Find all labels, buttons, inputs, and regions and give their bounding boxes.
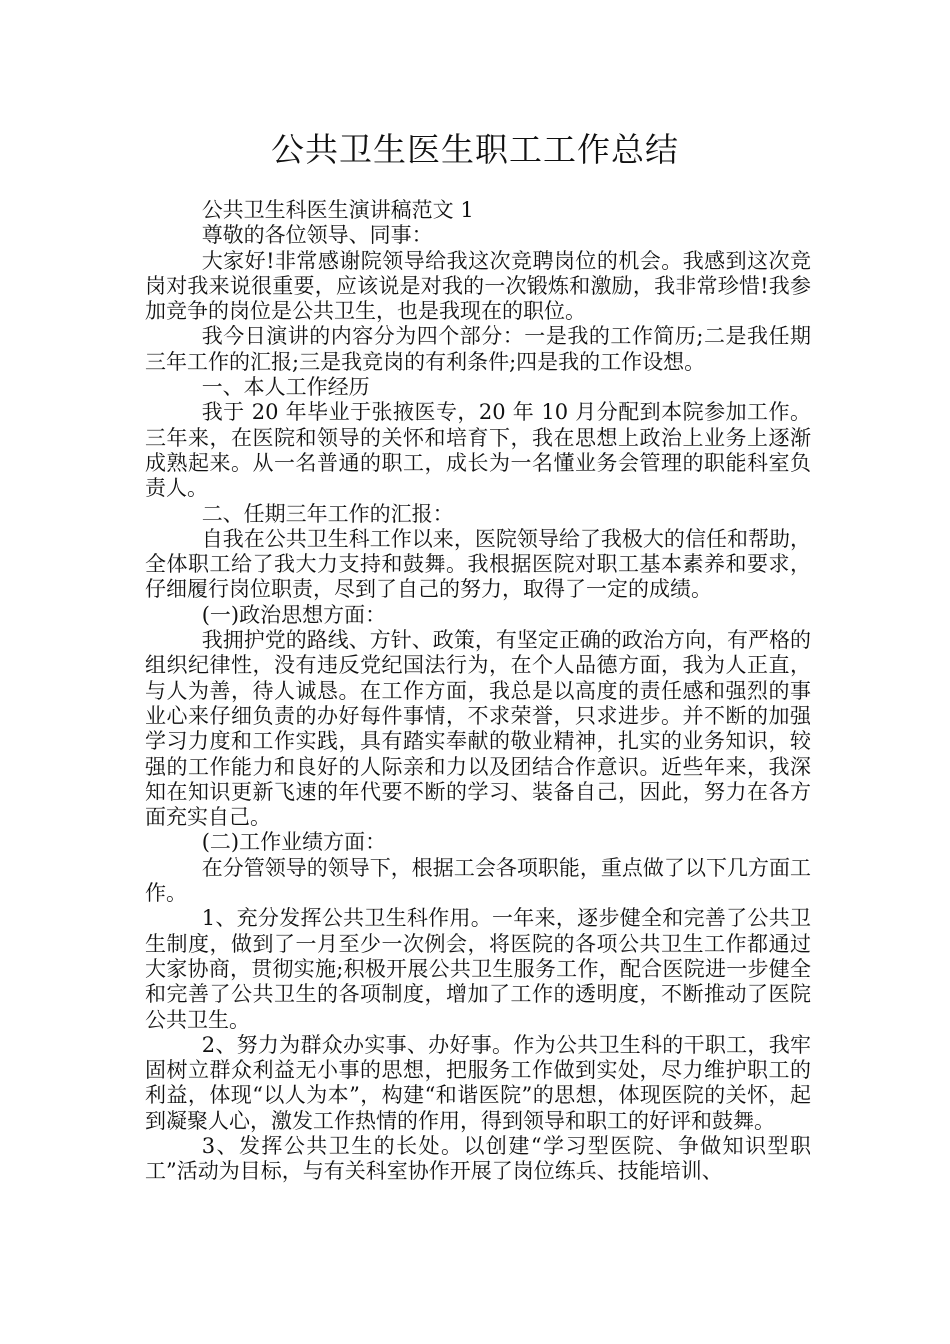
paragraph-outline: 我今日演讲的内容分为四个部分：一是我的工作简历;二是我任期三年工作的汇报;三是我竞岗的有利条件;四是我的工作设想。 (145, 324, 811, 374)
paragraph-political: 我拥护党的路线、方针、政策，有坚定正确的政治方向，有严格的组织纪律性，没有违反党纪国法行为，在个人品德方面，我为人正直，与人为善，待人诚恳。在工作方面，我总是以高度的责任感和强烈的事业心来仔细负责的办好每件事情，不求荣誉，只求进步。并不断的加强学习力度和工作实践，具有踏实奉献的敬业精神，扎实的业务知识，较强的工作能力和良好的人际亲和力以及团结合作意识。近些年来，我深知在知识更新飞速的年代要不断的学习、装备自己，因此，努力在各方面充实自己。 (145, 628, 811, 830)
section-heading-work-experience: 一、本人工作经历 (201, 375, 370, 400)
paragraph-report: 自我在公共卫生科工作以来，医院领导给了我极大的信任和帮助，全体职工给了我大力支持和鼓舞。我根据医院对职工基本素养和要求，仔细履行岗位职责，尽到了自己的努力，取得了一定的成绩。 (145, 526, 811, 602)
paragraph-item-2: 2、努力为群众办实事、办好事。作为公共卫生科的干职工，我牢固树立群众利益无小事的思想，把服务工作做到实处，尽力维护职工的利益，体现“以人为本”，构建“和谐医院”的思想，体现医院的关怀，起到凝聚人心，激发工作热情的作用，得到领导和职工的好评和鼓舞。 (145, 1032, 811, 1133)
document-title: 公共卫生医生职工工作总结 (271, 130, 679, 169)
paragraph-opening: 大家好!非常感谢院领导给我这次竞聘岗位的机会。我感到这次竞岗对我来说很重要，应该说是对我的一次锻炼和激励，我非常珍惜!我参加竞争的岗位是公共卫生，也是我现在的职位。 (145, 248, 811, 324)
paragraph-heading-sample: 公共卫生科医生演讲稿范文 1 (201, 198, 474, 222)
document-body (145, 198, 811, 1185)
paragraph-work-experience: 我于 20 年毕业于张掖医专，20 年 10 月分配到本院参加工作。三年来，在医院和领导的关怀和培育下，我在思想上政治上业务上逐渐成熟起来。从一名普通的职工，成长为一名懂业务会管理的职能科室负责人。 (145, 400, 811, 501)
paragraph-item-3: 3、发挥公共卫生的长处。以创建“学习型医院、争做知识型职工”活动为目标，与有关科室协作开展了岗位练兵、技能培训、 (145, 1133, 811, 1184)
paragraph-performance-intro: 在分管领导的领导下，根据工会各项职能，重点做了以下几方面工作。 (145, 855, 811, 906)
paragraph-salutation: 尊敬的各位领导、同事： (201, 223, 433, 248)
paragraph-item-1: 1、充分发挥公共卫生科作用。一年来，逐步健全和完善了公共卫生制度，做到了一月至少一次例会，将医院的各项公共卫生工作都通过大家协商，贯彻实施;积极开展公共卫生服务工作，配合医院进一步健全和完善了公共卫生的各项制度，增加了工作的透明度，不断推动了医院公共卫生。 (145, 906, 811, 1032)
subheading-performance: (二)工作业绩方面： (201, 830, 387, 855)
section-heading-report: 二、任期三年工作的汇报： (201, 501, 454, 526)
subheading-political: (一)政治思想方面： (201, 602, 387, 627)
